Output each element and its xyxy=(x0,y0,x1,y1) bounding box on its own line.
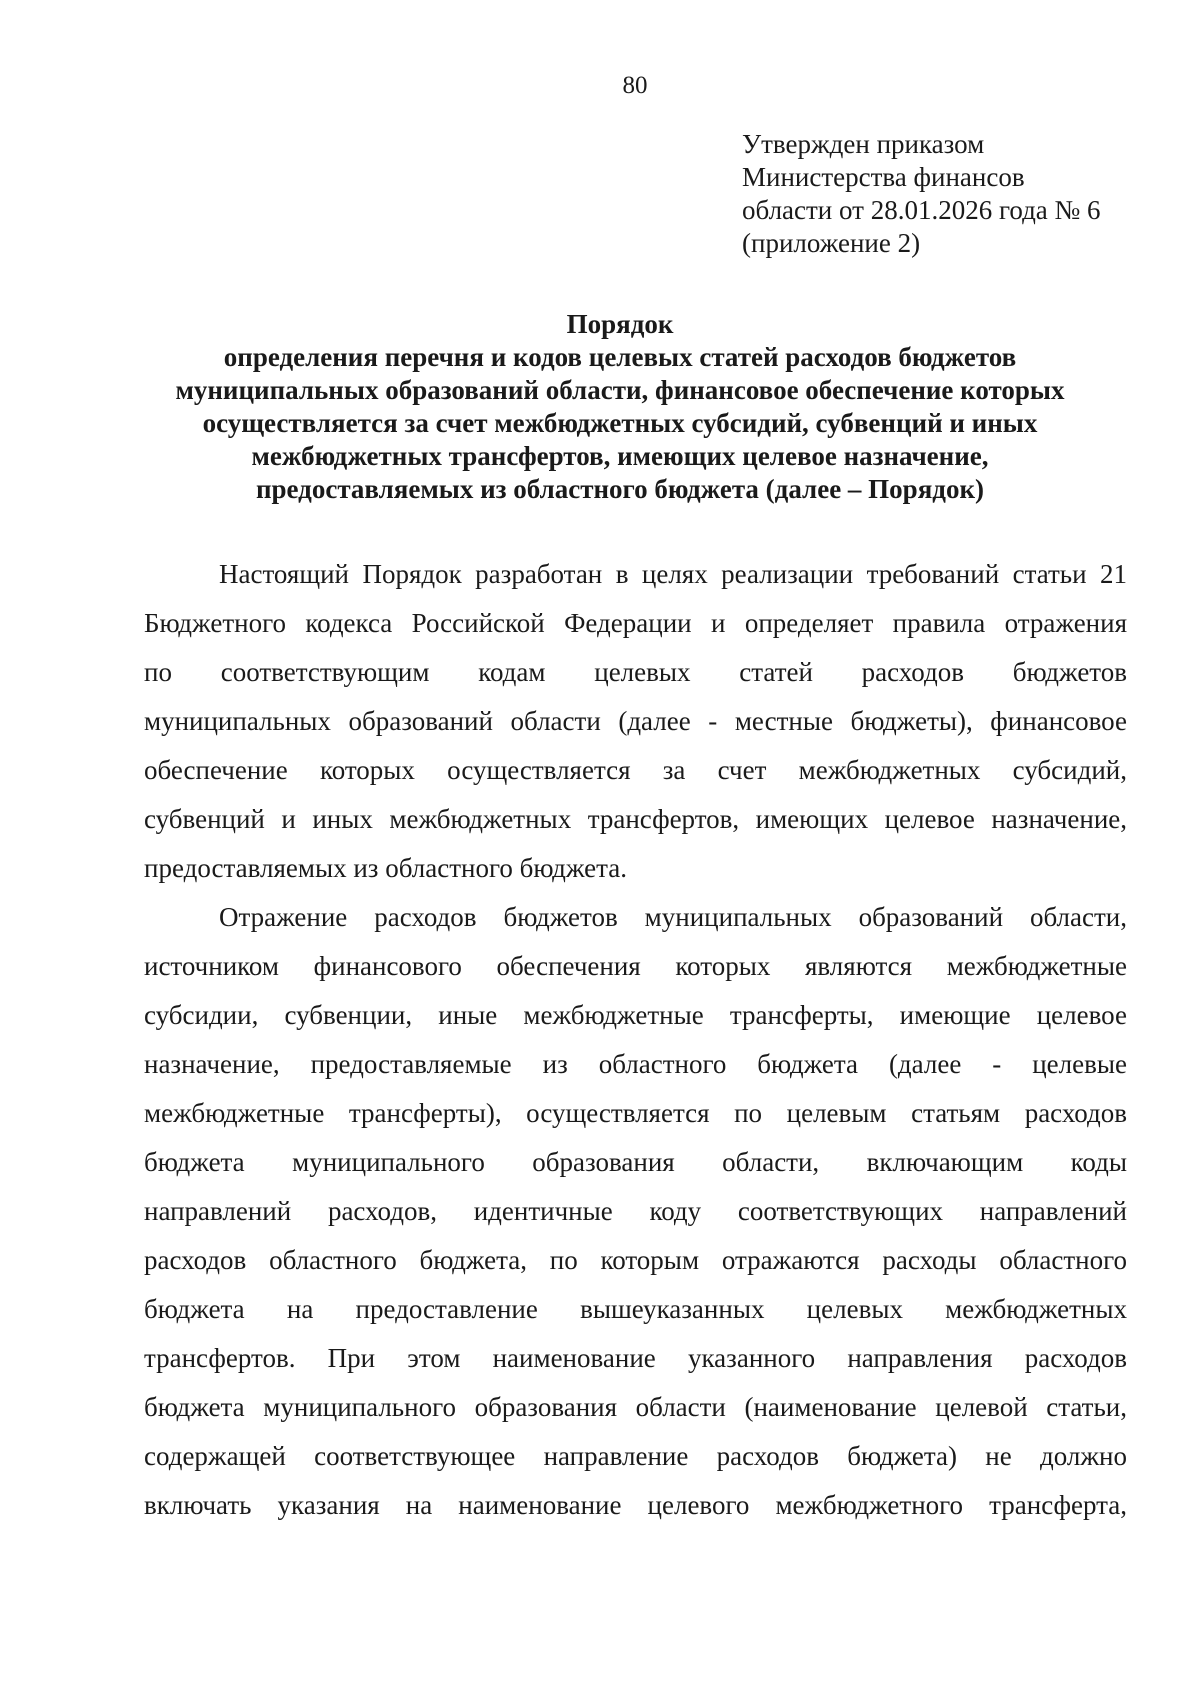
document-title xyxy=(120,308,1120,506)
title-line: определения перечня и кодов целевых статей расходов бюджетов xyxy=(223,342,1017,372)
text-line: расходов областного бюджета, по которым отражаются расходы областного xyxy=(144,1245,1127,1275)
text-line: назначение, предоставляемые из областного бюджета (далее - целевые xyxy=(144,1049,1127,1079)
text-line: субвенций и иных межбюджетных трансфертов, имеющих целевое назначение, xyxy=(144,804,1127,834)
title-line: межбюджетных трансфертов, имеющих целевое назначение, xyxy=(251,441,989,471)
text-line: бюджета муниципального образования области (наименование целевой статьи, xyxy=(144,1392,1127,1422)
text-line: направлений расходов, идентичные коду соответствующих направлений xyxy=(144,1196,1127,1226)
document-body xyxy=(144,550,1127,1530)
approval-stamp-block xyxy=(742,128,1101,260)
text-line: межбюджетные трансферты), осуществляется по целевым статьям расходов xyxy=(144,1098,1127,1128)
text-line: муниципальных образований области (далее - местные бюджеты), финансовое xyxy=(144,706,1127,736)
approval-line: области от 28.01.2026 года № 6 xyxy=(742,195,1101,225)
text-line: содержащей соответствующее направление расходов бюджета) не должно xyxy=(144,1441,1127,1471)
approval-line: Министерства финансов xyxy=(742,162,1025,192)
title-line: осуществляется за счет межбюджетных субсидий, субвенций и иных xyxy=(202,408,1038,438)
title-heading: Порядок xyxy=(566,309,674,339)
text-line: Бюджетного кодекса Российской Федерации и определяет правила отражения xyxy=(144,608,1127,638)
text-line: по соответствующим кодам целевых статей расходов бюджетов xyxy=(144,657,1127,687)
title-line: предоставляемых из областного бюджета (далее – Порядок) xyxy=(255,474,985,504)
paragraph-1 xyxy=(144,550,1127,893)
text-line: трансфертов. При этом наименование указанного направления расходов xyxy=(144,1343,1127,1373)
approval-line: Утвержден приказом xyxy=(742,129,985,159)
text-line: включать указания на наименование целевого межбюджетного трансферта, xyxy=(144,1490,1127,1520)
text-line: бюджета муниципального образования области, включающим коды xyxy=(144,1147,1127,1177)
text-line: Настоящий Порядок разработан в целях реализации требований статьи 21 xyxy=(219,559,1127,589)
text-line: субсидии, субвенции, иные межбюджетные трансферты, имеющие целевое xyxy=(144,1000,1127,1030)
page-number: 80 xyxy=(622,72,648,99)
text-line: обеспечение которых осуществляется за счет межбюджетных субсидий, xyxy=(144,755,1127,785)
text-line: бюджета на предоставление вышеуказанных целевых межбюджетных xyxy=(144,1294,1127,1324)
approval-line: (приложение 2) xyxy=(742,228,921,258)
text-line: предоставляемых из областного бюджета. xyxy=(144,853,628,883)
text-line: Отражение расходов бюджетов муниципальных образований области, xyxy=(219,902,1127,932)
text-line: источником финансового обеспечения которых являются межбюджетные xyxy=(144,951,1127,981)
paragraph-2 xyxy=(144,893,1127,1530)
title-line: муниципальных образований области, финансовое обеспечение которых xyxy=(175,375,1065,405)
